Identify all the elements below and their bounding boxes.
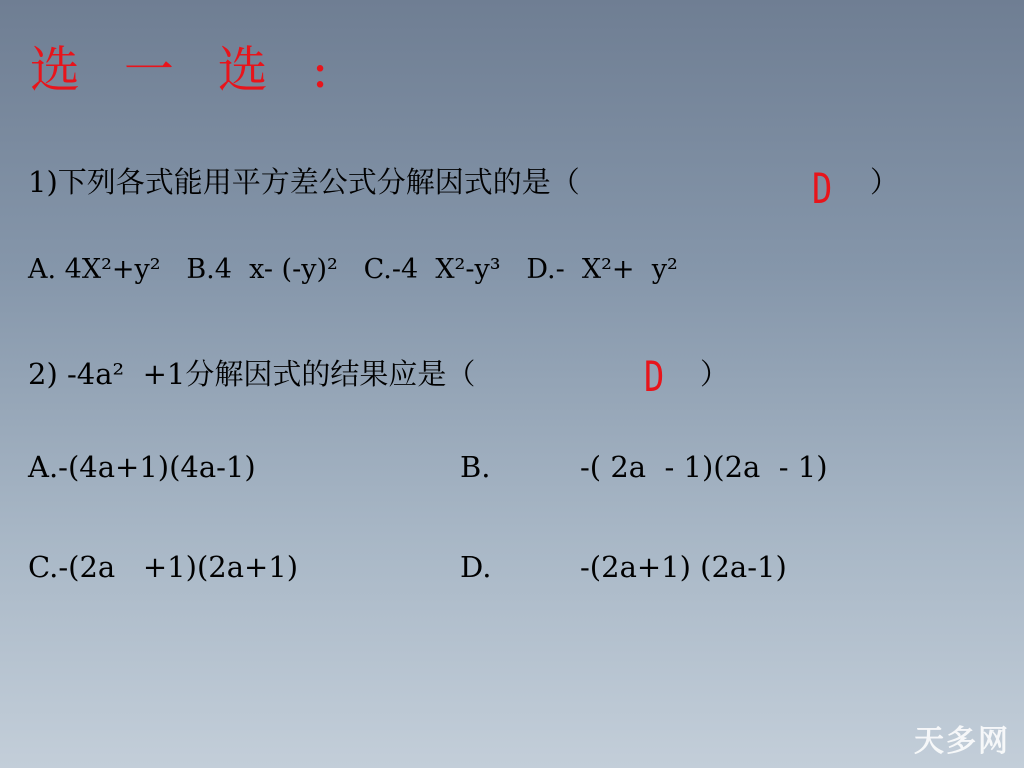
question-2-text: 2) -4a² +1分解因式的结果应是（ bbox=[28, 357, 476, 391]
question-2-option-c: C.-(2a +1)(2a+1) bbox=[28, 550, 299, 584]
slide-title: 选 一 选 : bbox=[30, 41, 343, 99]
question-2-option-a: A.-(4a+1)(4a-1) bbox=[28, 450, 256, 484]
question-2-answer: D bbox=[644, 352, 665, 401]
question-2-close-paren: ） bbox=[700, 357, 730, 391]
question-2-option-d-label: D. bbox=[460, 550, 492, 584]
watermark-logo: 天多网 bbox=[914, 724, 1010, 759]
question-1-text: 1)下列各式能用平方差公式分解因式的是（ bbox=[28, 165, 580, 199]
question-1-options: A. 4X²+y² B.4 x- (-y)² C.-4 X²-y³ D.- X²+ y² bbox=[28, 254, 678, 285]
question-2-option-b-label: B. bbox=[460, 450, 491, 484]
question-1-close-paren: ） bbox=[870, 165, 900, 199]
question-2-option-d-value: -(2a+1) (2a-1) bbox=[580, 550, 787, 584]
question-1-answer: D bbox=[812, 164, 833, 213]
question-2-option-b-value: -( 2a - 1)(2a - 1) bbox=[580, 450, 828, 484]
